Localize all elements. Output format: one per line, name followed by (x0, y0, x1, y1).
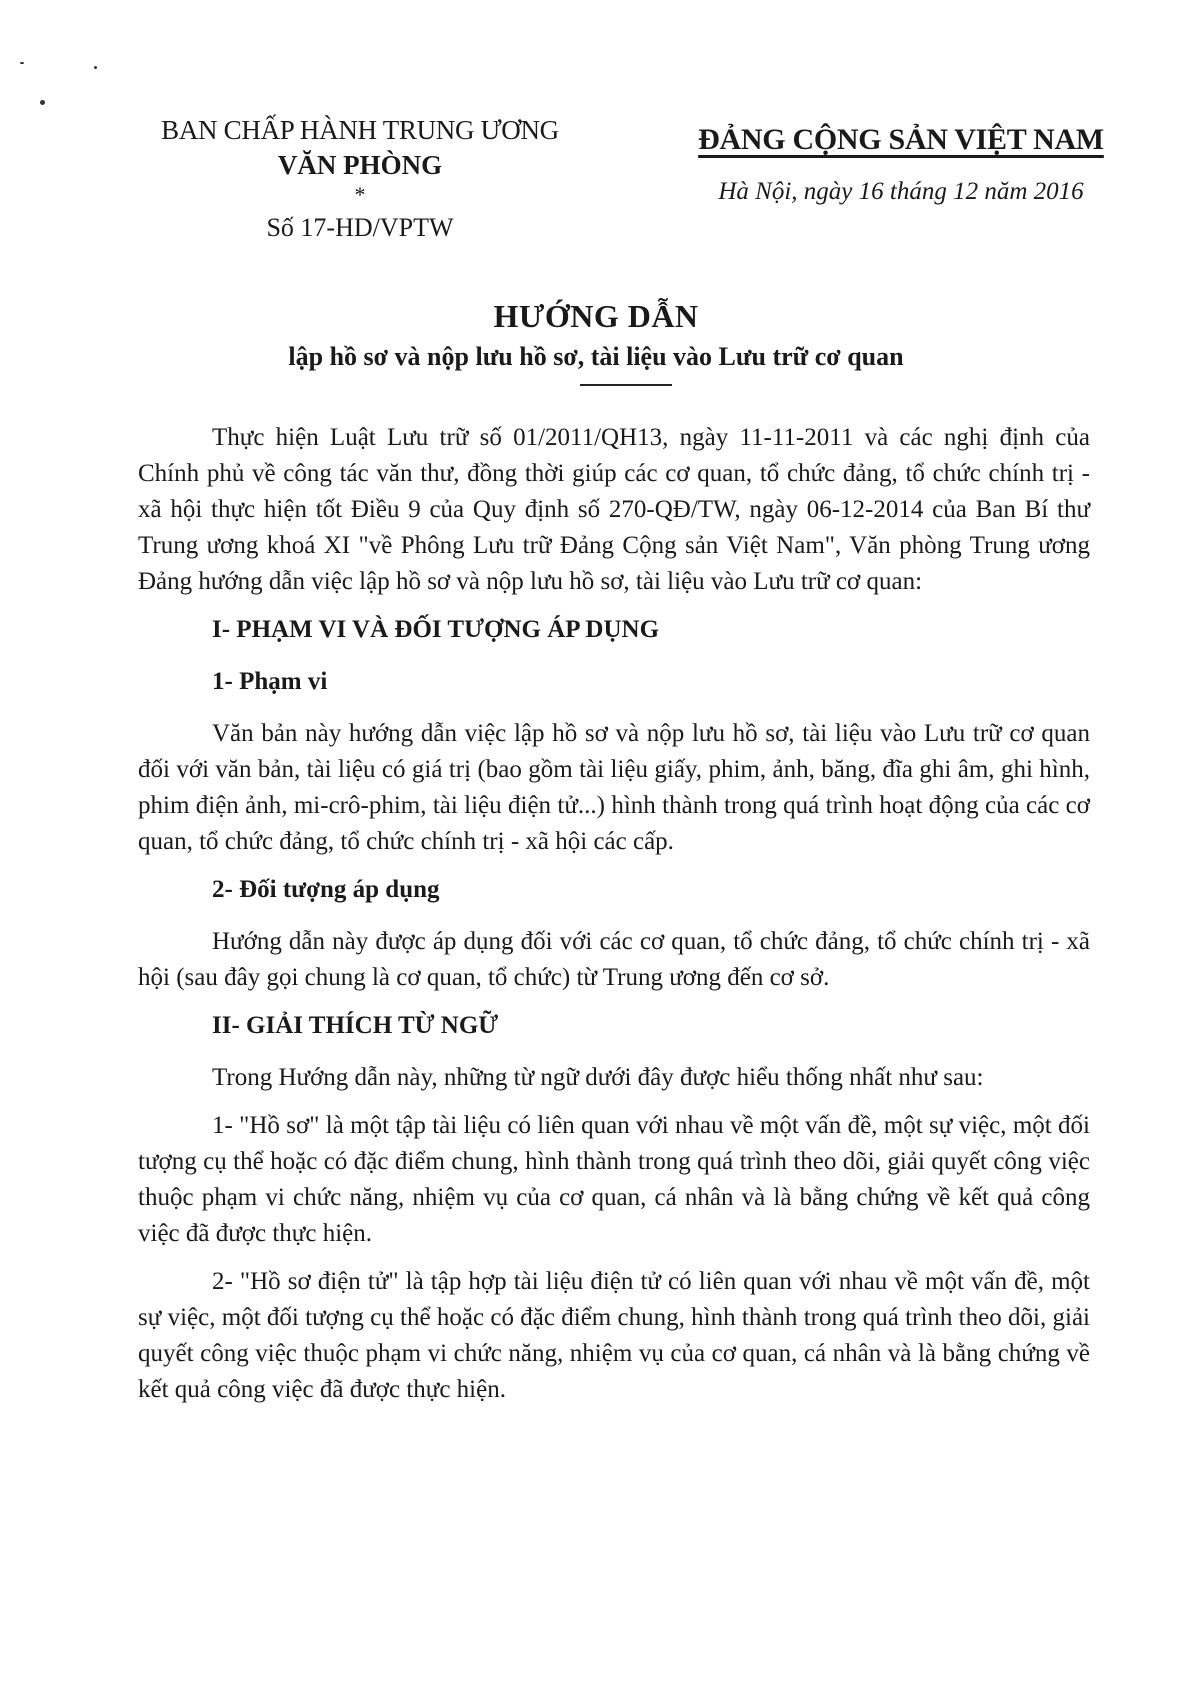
section-heading: II- GIẢI THÍCH TỪ NGỮ (212, 1012, 499, 1039)
section-heading: I- PHẠM VI VÀ ĐỐI TƯỢNG ÁP DỤNG (212, 616, 660, 643)
document-number: Số 17-HD/VPTW (266, 213, 454, 242)
body-paragraph: Hướng dẫn này được áp dụng đối với các cơ quan, tổ chức đảng, tổ chức chính trị - xã hội (sau đây gọi chung là cơ quan, tổ chức) từ Trung ương đến cơ sở. (138, 928, 1090, 991)
issuing-agency-block (140, 112, 580, 248)
party-name: ĐẢNG CỘNG SẢN VIỆT NAM (698, 123, 1104, 156)
separator-star: * (354, 182, 366, 207)
central-committee-name: BAN CHẤP HÀNH TRUNG ƯƠNG (161, 115, 559, 145)
party-header-block (676, 118, 1126, 214)
subsection-heading: 1- Phạm vi (212, 668, 328, 695)
document-subtitle: lập hồ sơ và nộp lưu hồ sơ, tài liệu vào Lưu trữ cơ quan (288, 342, 904, 371)
scan-speck (40, 100, 45, 105)
body-paragraph: Trong Hướng dẫn này, những từ ngữ dưới đây được hiểu thống nhất như sau: (212, 1064, 984, 1091)
place-date: Hà Nội, ngày 16 tháng 12 năm 2016 (718, 178, 1084, 205)
definition-item: 2- "Hồ sơ điện tử" là tập hợp tài liệu điện tử có liên quan với nhau về một vấn đề, một sự việc, một đối tượng cụ thể hoặc có đặc điểm chung, hình thành trong quá trình theo dõi, giải quyết công việc thuộc phạm vi chức năng, nhiệm vụ của cơ quan, cá nhân và là bằng chứng về kết quả công việc đã được thực hiện. (138, 1268, 1090, 1403)
scan-speck (20, 62, 24, 64)
document-body (138, 420, 1090, 1420)
scan-speck (94, 66, 97, 69)
subsection-heading: 2- Đối tượng áp dụng (212, 876, 440, 903)
intro-paragraph: Thực hiện Luật Lưu trữ số 01/2011/QH13, ngày 11-11-2011 và các nghị định của Chính phủ về công tác văn thư, đồng thời giúp các cơ quan, tổ chức đảng, tổ chức chính trị - xã hội thực hiện tốt Điều 9 của Quy định số 270-QĐ/TW, ngày 06-12-2014 của Ban Bí thư Trung ương khoá XI "về Phông Lưu trữ Đảng Cộng sản Việt Nam", Văn phòng Trung ương Đảng hướng dẫn việc lập hồ sơ và nộp lưu hồ sơ, tài liệu vào Lưu trữ cơ quan: (138, 424, 1090, 595)
document-title: HƯỚNG DẪN (493, 298, 699, 334)
body-paragraph: Văn bản này hướng dẫn việc lập hồ sơ và nộp lưu hồ sơ, tài liệu vào Lưu trữ cơ quan đối với văn bản, tài liệu có giá trị (bao gồm tài liệu giấy, phim, ảnh, băng, đĩa ghi âm, ghi hình, phim điện ảnh, mi-crô-phim, tài liệu điện tử...) hình thành trong quá trình hoạt động của các cơ quan, tổ chức đảng, tổ chức chính trị - xã hội các cấp. (138, 720, 1090, 855)
office-name: VĂN PHÒNG (277, 150, 443, 180)
title-divider (580, 384, 672, 386)
definition-item: 1- "Hồ sơ" là một tập tài liệu có liên quan với nhau về một vấn đề, một sự việc, một đối tượng cụ thể hoặc có đặc điểm chung, hình thành trong quá trình theo dõi, giải quyết công việc thuộc phạm vi chức năng, nhiệm vụ của cơ quan, cá nhân và là bằng chứng về kết quả công việc đã được thực hiện. (138, 1112, 1090, 1247)
